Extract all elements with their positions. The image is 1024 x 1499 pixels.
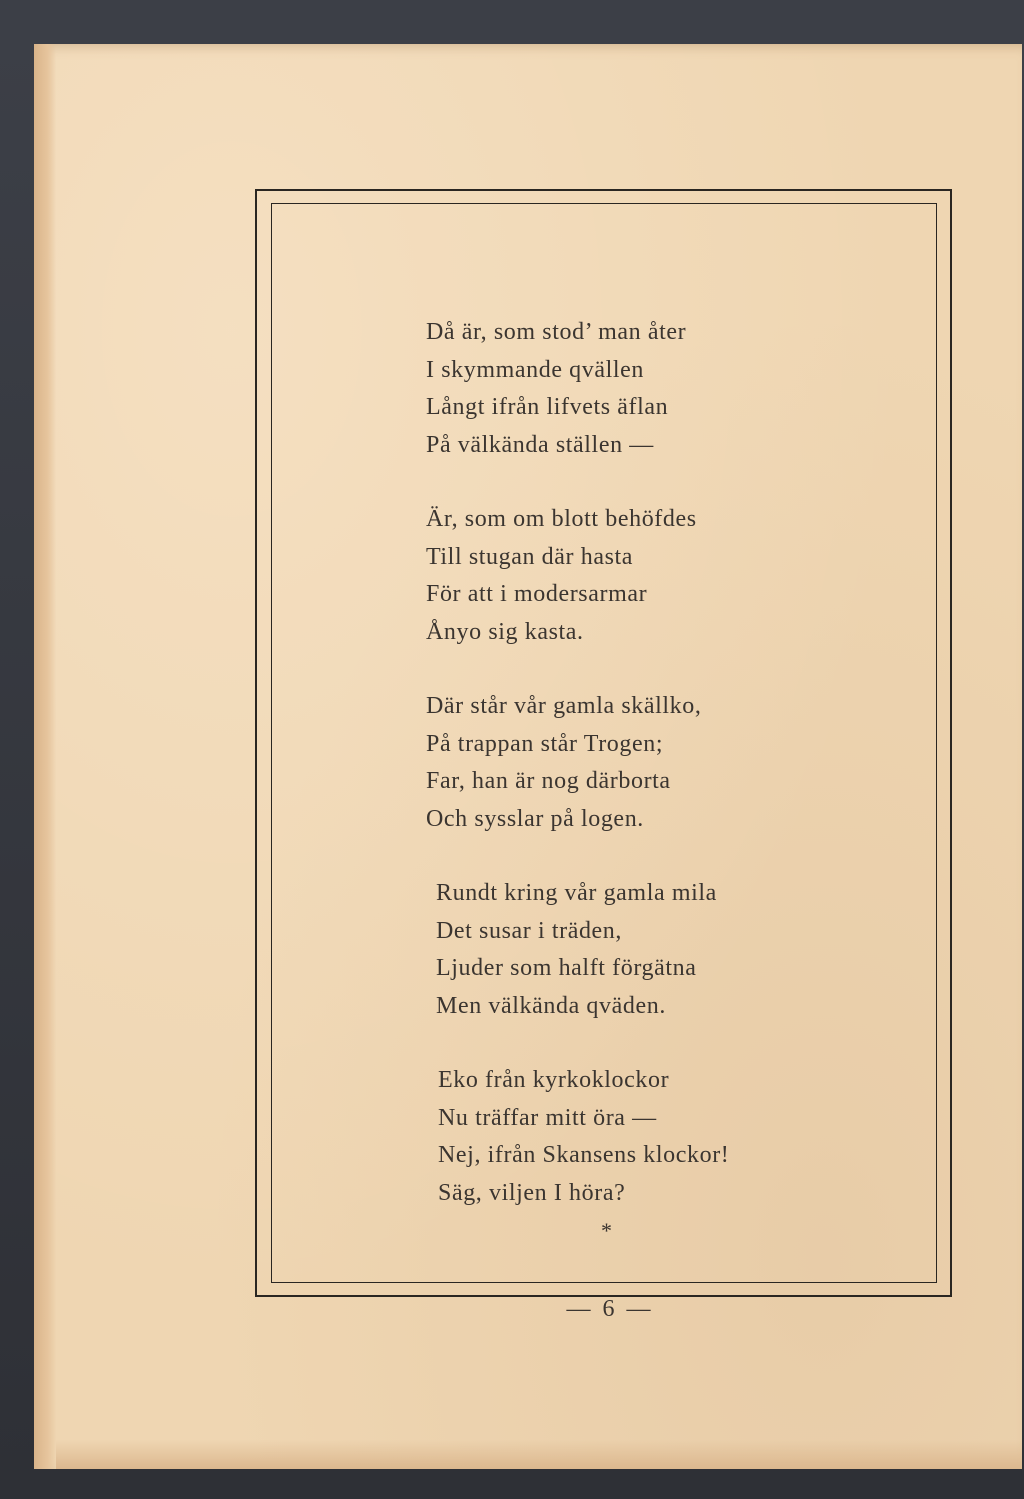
poem-line: Nu träffar mitt öra — [438, 1104, 657, 1131]
poem-line: Det susar i träden, [436, 917, 623, 944]
poem-line: På välkända ställen — [426, 431, 654, 458]
poem-line: Och sysslar på logen. [426, 805, 644, 832]
poem-line: Är, som om blott behöfdes [426, 506, 697, 532]
poem-line: För att i modersarmar [426, 581, 648, 607]
poem-line: Säg, viljen I höra? [438, 1179, 626, 1206]
stanza-5 [426, 1062, 926, 1212]
poem-line: Där står vår gamla skällko, [426, 693, 702, 719]
page-number: — 6 — [566, 1296, 654, 1322]
poem-text [426, 314, 926, 1249]
page-bottom-edge [56, 1440, 1022, 1469]
poem-line: Ånyo sig kasta. [426, 618, 584, 645]
poem-line: Far, han är nog därborta [426, 768, 671, 794]
stanza-4 [426, 875, 926, 1025]
stanza-2 [426, 501, 926, 651]
poem-line: Eko från kyrkoklockor [438, 1067, 670, 1093]
poem-line: På trappan står Trogen; [426, 730, 664, 757]
poem-line: Till stugan där hasta [426, 543, 634, 570]
poem-line: Ljuder som halft förgätna [436, 955, 697, 981]
stanza-3 [426, 688, 926, 838]
poem-line: Rundt kring vår gamla mila [436, 880, 717, 906]
page-edge [34, 44, 56, 1469]
poem-line: Men välkända qväden. [436, 992, 666, 1019]
poem-line: Då är, som stod’ man åter [426, 319, 687, 345]
poem-line: I skymmande qvällen [426, 356, 645, 383]
stanza-1 [426, 314, 926, 464]
end-asterisk: * [601, 1218, 612, 1243]
poem-line: Långt ifrån lifvets äflan [426, 394, 669, 420]
poem-line: Nej, ifrån Skansens klockor! [438, 1142, 730, 1168]
